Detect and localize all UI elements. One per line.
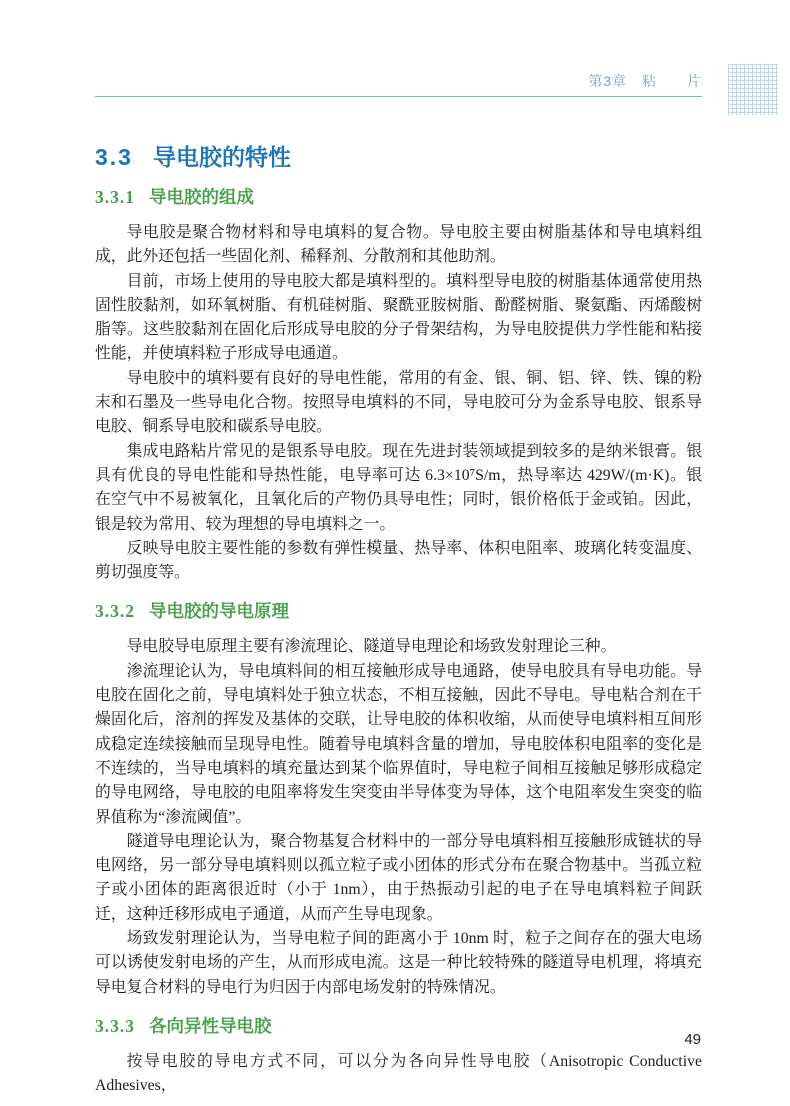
paragraph: 场致发射理论认为，当导电粒子间的距离小于 10nm 时，粒子之间存在的强大电场可以诱使发射电场的产生，从而形成电流。这是一种比较特殊的隧道导电机理，将填充导电复合材料的导电行为归因于内部电场发射的特殊情况。 — [95, 930, 702, 996]
subsection-3-3-1-number: 3.3.1 — [95, 187, 135, 207]
paragraph: 导电胶是聚合物材料和导电填料的复合物。导电胶主要由树脂基体和导电填料组成，此外还包括一些固化剂、稀释剂、分散剂和其他助剂。 — [95, 224, 702, 266]
subsection-3-3-1-title — [95, 185, 702, 209]
grid-pattern-ornament-icon — [728, 64, 778, 115]
subsection-3-3-3 — [95, 1014, 702, 1099]
paragraph: 集成电路粘片常见的是银系导电胶。现在先进封装领域提到较多的是纳米银膏。银具有优良的导电性能和导热性能，电导率可达 6.3×10⁷S/m，热导率达 429W/(m·K)。银在空气中不易被氧化，且氧化后的产物仍具导电性；同时，银价格低于金或铂。因此，银是较为常用、较为理想的导电填料之一。 — [95, 442, 702, 533]
subsection-3-3-3-title-text: 各向异性导电胶 — [149, 1015, 272, 1036]
section-title — [95, 142, 702, 172]
section-number: 3.3 — [95, 144, 133, 170]
running-head-chapter: 第3章 粘 片 — [588, 73, 702, 89]
paragraph: 导电胶中的填料要有良好的导电性能，常用的有金、银、铜、铝、锌、铁、镍的粉末和石墨及一些导电化合物。按照导电填料的不同，导电胶可分为金系导电胶、银系导电胶、铜系导电胶和碳系导电胶。 — [95, 369, 702, 436]
paragraph: 目前，市场上使用的导电胶大都是填料型的。填料型导电胶的树脂基体通常使用热固性胶黏剂，如环氧树脂、有机硅树脂、聚酰亚胺树脂、酚醛树脂、聚氨酯、丙烯酸树脂等。这些胶黏剂在固化后形成导电胶的分子骨架结构，为导电胶提供力学性能和粘接性能，并使填料粒子形成导电通道。 — [95, 272, 702, 363]
paragraph: 渗流理论认为，导电填料间的相互接触形成导电通路，使导电胶具有导电功能。导电胶在固化之前，导电填料处于独立状态，不相互接触，因此不导电。导电粘合剂在干燥固化后，溶剂的挥发及基体的交联，让导电胶的体积收缩，从而使导电填料相互间形成稳定连续接触而呈现导电性。随着导电填料含量的增加，导电胶体积电阻率的变化是不连续的，当导电填料的填充量达到某个临界值时，导电粒子间相互接触足够形成稳定的导电网络，导电胶的电阻率将发生突变由半导体变为导体，这个电阻率发生突变的临界值称为“渗流阈值”。 — [95, 662, 702, 826]
running-head — [95, 73, 702, 97]
subsection-3-3-1 — [95, 185, 702, 585]
paragraph: 隧道导电理论认为，聚合物基复合材料中的一部分导电填料相互接触形成链状的导电网络，另一部分导电填料则以孤立粒子或小团体的形式分布在聚合物基中。当孤立粒子或小团体的距离很近时（小于 1nm），由于热振动引起的电子在导电填料粒子间跃迁，这种迁移形成电子通道，从而产生导电现象。 — [95, 832, 702, 923]
subsection-3-3-2-title — [95, 599, 702, 623]
subsection-3-3-3-number: 3.3.3 — [95, 1015, 135, 1036]
subsection-3-3-2-title-text: 导电胶的导电原理 — [149, 601, 289, 622]
subsection-3-3-1-title-text: 导电胶的组成 — [149, 187, 254, 207]
page-content — [95, 0, 702, 1099]
paragraph: 按导电胶的导电方式不同，可以分为各向异性导电胶（Anisotropic Conductive Adhesives， — [95, 1052, 702, 1095]
subsection-3-3-2-number: 3.3.2 — [95, 601, 135, 622]
page-number: 49 — [684, 1031, 701, 1048]
subsection-3-3-2 — [95, 599, 702, 999]
subsection-3-3-3-title — [95, 1014, 702, 1038]
paragraph: 反映导电胶主要性能的参数有弹性模量、热导率、体积电阻率、玻璃化转变温度、剪切强度等。 — [95, 539, 702, 582]
section-title-text: 导电胶的特性 — [152, 144, 291, 170]
paragraph: 导电胶导电原理主要有渗流理论、隧道导电理论和场致发射理论三种。 — [126, 638, 617, 656]
